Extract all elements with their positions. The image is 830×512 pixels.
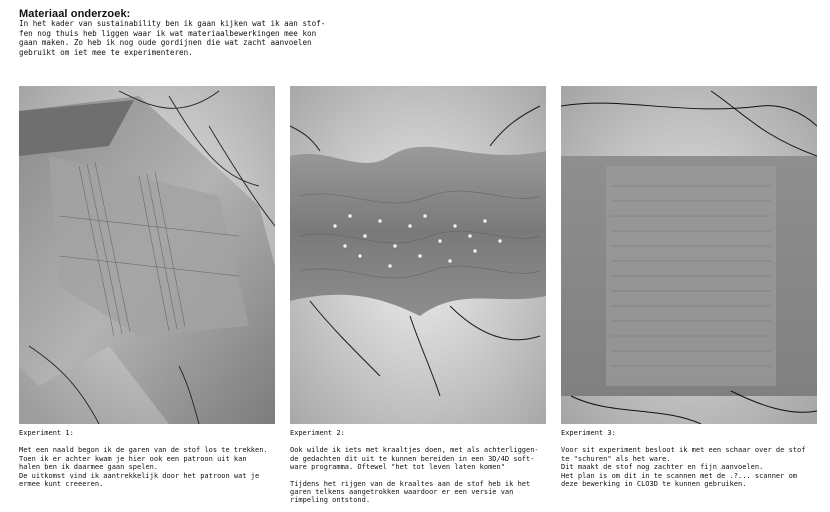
experiment-1-caption bbox=[19, 429, 287, 488]
caption-line: halen ben ik daarmee gaan spelen. bbox=[19, 463, 159, 472]
caption-line: Tijdens het rijgen van de kraaltes aan de stof heb ik het bbox=[290, 479, 531, 488]
caption-line: De uitkomst vind ik aantrekkelijk door het patroon wat je bbox=[19, 471, 260, 480]
caption-line: Toen ik er achter kwam je hier ook een patroon uit kan bbox=[19, 454, 247, 463]
intro-line: In het kader van sustainability ben ik gaan kijken wat ik aan stof- bbox=[19, 19, 326, 28]
caption-line: Voor sit experiment besloot ik met een schaar over de stof bbox=[561, 446, 806, 455]
caption-line: de gedachten dit uit te kunnen bereiden in een 3D/4D soft- bbox=[290, 454, 535, 463]
caption-line: garen telkens aangetrokken waardoor er een versie van bbox=[290, 488, 514, 497]
experiment-2-photo bbox=[290, 86, 546, 424]
fabric-beads-image bbox=[290, 86, 546, 424]
experiment-3-title: Experiment 3: bbox=[561, 429, 616, 437]
caption-line: ware programma. Oftewel "het tot leven laten komen" bbox=[290, 463, 505, 472]
experiment-2-title: Experiment 2: bbox=[290, 429, 345, 437]
fabric-stitched-threads-image bbox=[19, 86, 275, 424]
caption-line: rimpeling ontstond. bbox=[290, 496, 371, 505]
experiment-3-caption bbox=[561, 429, 829, 488]
experiment-3-photo bbox=[561, 86, 817, 424]
caption-line: te "schuren" als het ware. bbox=[561, 454, 671, 463]
intro-line: gebruikt om iet mee te experimenteren. bbox=[19, 47, 193, 57]
intro-line: fen nog thuis heb liggen waar ik wat materiaalbewerkingen mee kon bbox=[19, 28, 317, 38]
experiment-2-caption bbox=[290, 429, 558, 512]
experiment-1-photo bbox=[19, 86, 275, 424]
caption-line: Het plan is om dit in te scannen met de .?... scanner om bbox=[561, 471, 798, 480]
page-title: Materiaal onderzoek: bbox=[19, 8, 131, 20]
fabric-scraped-image bbox=[561, 86, 817, 424]
experiment-1-title: Experiment 1: bbox=[19, 429, 74, 437]
caption-line: Dit maakt de stof nog zachter en fijn aanvoelen. bbox=[561, 463, 764, 472]
caption-line: Met een naald begon ik de garen van de stof los te trekken. bbox=[19, 446, 268, 455]
intro-line: gaan maken. Zo heb ik nog oude gordijnen die wat zacht aanvoelen bbox=[19, 38, 312, 48]
caption-line: deze bewerking in CLO3D te kunnen gebruiken. bbox=[561, 480, 747, 489]
intro-paragraph bbox=[19, 19, 399, 57]
caption-line: Ook wilde ik iets met kraaltjes doen, met als achterliggen- bbox=[290, 446, 539, 455]
caption-line: ermee kunt creeeren. bbox=[19, 480, 104, 489]
